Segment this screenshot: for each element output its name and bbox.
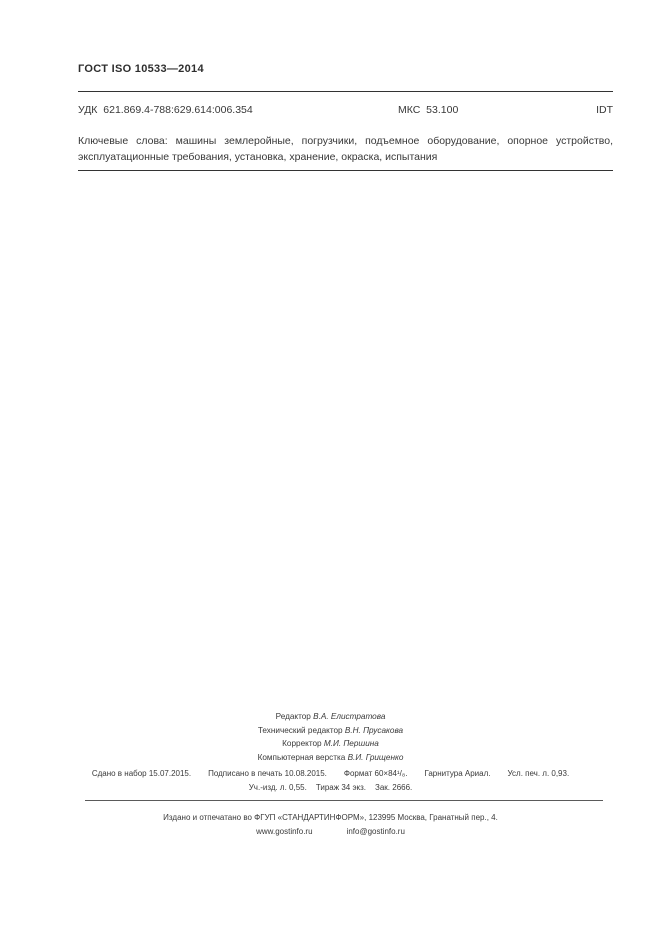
credits-block bbox=[0, 710, 661, 764]
udk-code: УДК 621.869.4-788:629.614:006.354 bbox=[78, 104, 253, 116]
imprint-segment-format: Формат 60×84¹/₈. bbox=[343, 769, 408, 778]
email-address: info@gostinfo.ru bbox=[346, 827, 405, 836]
imprint-segment-print-date: Подписано в печать 10.08.2015. bbox=[208, 769, 327, 778]
standard-number-heading: ГОСТ ISO 10533—2014 bbox=[78, 63, 204, 75]
imprint-segment-typeset-date: Сдано в набор 15.07.2015. bbox=[91, 769, 192, 778]
credit-label: Технический редактор bbox=[257, 725, 343, 735]
imprint-segment-order-number: Зак. 2666. bbox=[375, 783, 413, 792]
imprint-segment-publisher-sheets: Уч.-изд. л. 0,55. bbox=[248, 783, 307, 792]
credit-name: М.И. Першина bbox=[323, 739, 379, 749]
classification-row bbox=[78, 104, 613, 118]
credit-label: Корректор bbox=[282, 739, 322, 749]
contact-line bbox=[0, 827, 661, 836]
credit-line-proofreader bbox=[0, 737, 661, 751]
imprint-line-1 bbox=[30, 769, 631, 778]
website-url: www.gostinfo.ru bbox=[256, 827, 313, 836]
credit-line-layout bbox=[0, 751, 661, 765]
mks-code: МКС 53.100 bbox=[398, 104, 459, 116]
credit-line-editor bbox=[0, 710, 661, 724]
credit-label: Компьютерная верстка bbox=[257, 752, 346, 762]
credit-name: В.И. Грищенко bbox=[347, 752, 404, 762]
imprint-segment-circulation: Тираж 34 экз. bbox=[315, 783, 367, 792]
idt-label: IDT bbox=[596, 104, 613, 116]
separator-rule-top bbox=[78, 91, 613, 92]
credit-label: Редактор bbox=[275, 712, 311, 721]
credit-name: В.Н. Прусакова bbox=[344, 725, 404, 735]
imprint-segment-printed-sheets: Усл. печ. л. 0,93. bbox=[507, 769, 570, 778]
separator-rule-imprint bbox=[85, 800, 603, 801]
keywords-paragraph: Ключевые слова: машины землеройные, погрузчики, подъемное оборудование, опорное устройство, эксплуатационные требования, установка, хранение, окраска, испытания bbox=[78, 135, 613, 163]
separator-rule-keywords bbox=[78, 170, 613, 171]
imprint-segment-typeface: Гарнитура Ариал. bbox=[424, 769, 491, 778]
credit-line-technical-editor bbox=[0, 724, 661, 738]
imprint-line-2 bbox=[0, 783, 661, 792]
publisher-line: Издано и отпечатано во ФГУП «СТАНДАРТИНФОРМ», 123995 Москва, Гранатный пер., 4. bbox=[163, 813, 498, 822]
credit-name: В.А. Елистратова bbox=[313, 712, 386, 721]
